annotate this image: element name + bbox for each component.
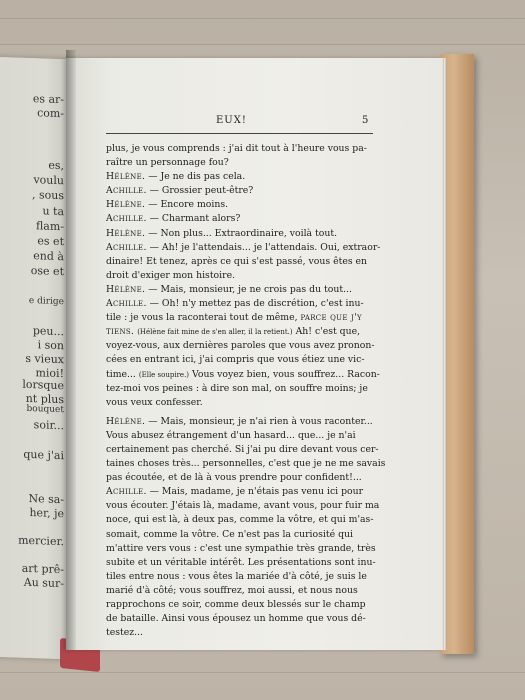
line-text: Ah! c'est que, (292, 326, 361, 338)
line-text: marié d'à côté; vous souffrez, moi aussi, et nous nous (106, 584, 358, 596)
left-page-text-fragment: mioi! (35, 366, 64, 381)
book-gutter-shadow (66, 50, 76, 650)
line-text: Vous abusez étrangement d'un hasard... que... je n'ai (106, 429, 356, 441)
text-line (106, 598, 376, 612)
left-page-text-fragment: e dirige (28, 295, 64, 308)
speaker-name: Hélène. (106, 199, 146, 211)
text-line (106, 170, 376, 184)
left-page-text-fragment: mercier. (18, 533, 64, 549)
text-line (106, 283, 376, 297)
line-text: tile : je vous la raconterai tout de même, (106, 312, 301, 324)
text-line (106, 528, 376, 542)
stage-direction: (Hélène fait mine de s'en aller, il la retient.) (137, 328, 293, 337)
line-text: cées en entrant ici, j'ai compris que vous étiez une vic- (106, 354, 365, 366)
text-line (106, 626, 376, 640)
left-page-text-fragment: i son (37, 338, 64, 353)
text-line (106, 471, 376, 485)
text-line (106, 156, 376, 170)
text-line (106, 227, 376, 241)
line-text: — Mais, monsieur, je n'ai rien à vous raconter... (145, 415, 373, 427)
line-text: certainement pas cherché. Si j'ai pu dire devant vous cer- (106, 443, 379, 455)
text-line (106, 311, 376, 325)
text-line (106, 142, 376, 156)
left-page-text-fragment: peu... (32, 324, 64, 339)
text-line (106, 584, 376, 598)
line-text: m'attire vers vous : c'est une sympathie très grande, très (106, 542, 376, 554)
text-line (106, 485, 376, 499)
previous-page (0, 57, 70, 660)
left-page-text-fragment: es et (37, 234, 64, 249)
line-text: subite et un véritable intérêt. Les présentations sont inu- (106, 556, 376, 568)
dialogue-text (106, 142, 386, 640)
speaker-name: Achille. (106, 213, 147, 225)
speaker-name: Achille. (106, 241, 147, 253)
left-page-text-fragment: end à (33, 249, 64, 264)
text-line (106, 241, 381, 255)
speaker-name: Achille. (106, 486, 147, 498)
line-text: rapprochons ce soir, comme deux blessés sur le champ (106, 599, 366, 610)
left-page-text-fragment: u ta (42, 204, 64, 219)
text-line (106, 198, 376, 212)
text-line (106, 325, 376, 339)
text-line (106, 339, 376, 353)
header-rule (106, 133, 373, 134)
speaker-name: Hélène. (106, 171, 146, 183)
speaker-name: parce que j'y (300, 312, 362, 324)
left-page-text-fragment: lorsque (22, 377, 64, 393)
left-page-text-fragment: que j'ai (23, 447, 64, 463)
text-line (106, 255, 376, 269)
text-line (106, 297, 376, 311)
line-text: de bataille. Ainsi vous épousez un homme que vous dé- (106, 613, 366, 625)
text-line (106, 429, 376, 443)
text-line (106, 396, 376, 410)
line-text: voyez-vous, aux dernières paroles que vous avez pronon- (106, 340, 375, 352)
line-text: vous écouter. J'étais là, madame, avant vous, pour fuir ma (106, 500, 380, 512)
text-line (106, 612, 376, 626)
text-line (106, 368, 380, 382)
line-text: taines choses très... personnelles, c'est que je ne me savais (106, 458, 386, 470)
left-page-text-fragment: her, je (29, 505, 64, 521)
text-line (106, 457, 386, 471)
text-line (106, 269, 376, 283)
line-text: dinaire! Et tenez, après ce qui s'est passé, vous êtes en (106, 255, 368, 267)
left-page-text-fragment: com- (37, 106, 64, 121)
left-page-text-fragment: voulu (33, 173, 64, 188)
line-text: testez... (106, 627, 144, 639)
left-page-text-fragment: ose et (30, 264, 64, 279)
line-text: droit d'exiger mon histoire. (106, 269, 236, 281)
left-page-text-fragment: s vieux (25, 351, 64, 367)
speaker-name: Achille. (106, 185, 147, 197)
speaker-name: Hélène. (106, 283, 146, 295)
line-text: — Mais, madame, je n'étais pas venu ici pour (146, 486, 364, 498)
speaker-name: tiens. (106, 326, 135, 338)
left-page-text-fragment: Ne sa- (28, 491, 64, 507)
text-line (106, 570, 376, 584)
left-page-text-fragment: art prê- (21, 561, 64, 577)
left-page-text-fragment: es ar- (32, 92, 64, 107)
line-text: vous veux confesser. (106, 396, 203, 408)
text-line (106, 353, 376, 367)
line-text: — Ah! je l'attendais... je l'attendais. Oui, extraor- (146, 241, 381, 253)
line-text: tez-moi vos peines : à dire son mal, on souffre moins; je (106, 382, 368, 394)
line-text: — Non plus... Extraordinaire, voilà tout. (145, 227, 338, 239)
left-page-text-fragment: Au sur- (23, 575, 64, 591)
line-text: tiles entre nous : vous êtes la mariée d'à côté, je suis le (106, 570, 367, 582)
line-text: raître un personnage fou? (106, 157, 229, 169)
text-line (106, 443, 379, 457)
text-line (106, 382, 376, 396)
text-line (106, 513, 376, 527)
line-text: — Grossier peut-être? (146, 185, 254, 197)
line-text: time... (106, 368, 139, 380)
line-text: — Je ne dis pas cela. (145, 171, 246, 183)
line-text: noce, qui est là, à deux pas, comme la vôtre, et qui m'as- (106, 514, 374, 526)
left-page-text-fragment: soir... (33, 418, 64, 433)
left-page-text-fragment: bouquet (26, 403, 64, 416)
line-text: pas écoutée, et de là à vous prendre pour confident!... (106, 472, 362, 484)
line-text: plus, je vous comprends : j'ai dit tout à l'heure vous pa- (106, 143, 367, 154)
text-line (106, 184, 376, 198)
running-head: EUX! (216, 115, 247, 126)
line-text: — Mais, monsieur, je ne crois pas du tout... (145, 283, 352, 295)
line-text: Vous voyez bien, vous souffrez... Racon- (189, 368, 380, 380)
left-page-text-fragment: es, (48, 158, 64, 173)
text-line (106, 556, 376, 570)
text-line (106, 415, 376, 429)
speaker-name: Hélène. (106, 415, 146, 427)
text-line (106, 499, 380, 513)
book-page (66, 58, 442, 650)
line-text: — Oh! n'y mettez pas de discrétion, c'est inu- (146, 298, 364, 310)
text-line (106, 212, 376, 226)
speaker-name: Achille. (106, 298, 147, 310)
line-text: — Encore moins. (145, 199, 229, 211)
left-page-text-fragment: , sous (32, 188, 64, 203)
left-page-text-fragment: nt plus (25, 391, 64, 407)
line-text: — Charmant alors? (146, 213, 241, 225)
text-line (106, 542, 376, 556)
stage-direction: (Elle soupire.) (138, 370, 190, 379)
left-page-text-fragment: flam- (35, 219, 64, 234)
line-text: somait, comme la vôtre. Ce n'est pas la curiosité qui (106, 528, 353, 540)
page-number: 5 (362, 115, 369, 126)
speaker-name: Hélène. (106, 227, 146, 239)
